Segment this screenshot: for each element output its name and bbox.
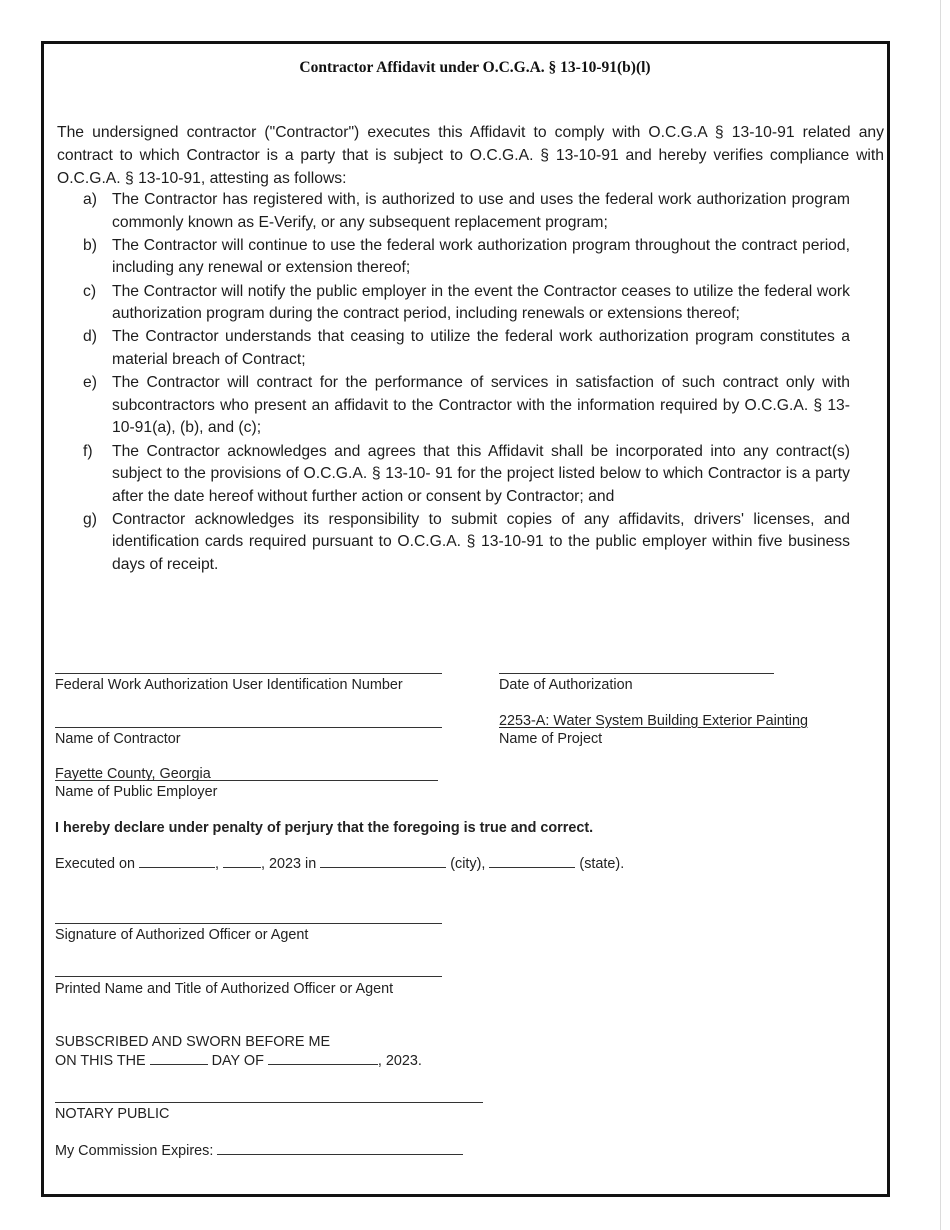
notary-signature-field[interactable] bbox=[55, 1102, 483, 1103]
executed-on-line: Executed on , , 2023 in (city), (state). bbox=[55, 856, 625, 872]
user-id-field[interactable] bbox=[55, 673, 442, 674]
list-item: a) The Contractor has registered with, is authorized to use and uses the federal work authorization program commonly known as E-Verify, or any subsequent replacement program; bbox=[83, 191, 850, 231]
contractor-name-label: Name of Contractor bbox=[55, 731, 181, 747]
printed-name-field[interactable] bbox=[55, 976, 442, 977]
notary-subscribed-text: SUBSCRIBED AND SWORN BEFORE ME bbox=[55, 1034, 331, 1050]
user-id-label: Federal Work Authorization User Identification Number bbox=[55, 677, 403, 693]
executed-city-blank[interactable] bbox=[320, 855, 446, 868]
list-item: g) Contractor acknowledges its responsibility to submit copies of any affidavits, drivers' licenses, and identification cards required pursuant to O.C.G.A. § 13-10-91 to the public employer within five business days of receipt. bbox=[83, 510, 850, 574]
document-title: Contractor Affidavit under O.C.G.A. § 13-10-91(b)(l) bbox=[299, 59, 651, 76]
commission-expires-blank[interactable] bbox=[217, 1142, 463, 1155]
date-authorization-label: Date of Authorization bbox=[499, 677, 633, 693]
item-marker: d) bbox=[83, 328, 97, 346]
printed-name-label: Printed Name and Title of Authorized Officer or Agent bbox=[55, 981, 394, 997]
item-marker: a) bbox=[83, 191, 97, 208]
project-name-label: Name of Project bbox=[499, 731, 603, 747]
notary-day-blank[interactable] bbox=[150, 1052, 208, 1065]
intro-paragraph: The undersigned contractor ("Contractor") executes this Affidavit to comply with O.C.G.A § 13-10-91 related any contract to which Contractor is a party that is subject to O.C.G.A. § 13-10-91 and hereby verifies compliance with O.C.G.A. § 13-10-91, attesting as follows: bbox=[57, 124, 884, 187]
list-item: d) The Contractor understands that ceasing to utilize the federal work authorization program constitutes a material breach of Contract; bbox=[83, 328, 850, 368]
item-marker: g) bbox=[83, 510, 97, 528]
perjury-declaration: I hereby declare under penalty of perjury that the foregoing is true and correct. bbox=[55, 820, 594, 836]
contractor-name-field[interactable] bbox=[55, 727, 442, 728]
executed-state-blank[interactable] bbox=[489, 855, 575, 868]
signature-field[interactable] bbox=[55, 923, 442, 924]
executed-day-blank[interactable] bbox=[223, 855, 261, 868]
item-marker: e) bbox=[83, 374, 97, 392]
item-marker: c) bbox=[83, 282, 97, 300]
list-item: e) The Contractor will contract for the performance of services in satisfaction of such contract only with subcontractors who present an affidavit to the Contractor with the information required by O.C.G.A. § 13-10-91(a), (b), and (c); bbox=[83, 374, 850, 437]
list-item: f) The Contractor acknowledges and agrees that this Affidavit shall be incorporated into any contract(s) subject to the provisions of O.C.G.A. § 13-10- 91 for the project listed below to which Contractor is a party after the date hereof without further action or consent by Contractor; and bbox=[83, 442, 850, 505]
notary-public-label: NOTARY PUBLIC bbox=[55, 1106, 170, 1122]
list-item: b) The Contractor will continue to use the federal work authorization program throughout the contract period, including any renewal or extension thereof; bbox=[83, 236, 850, 277]
public-employer-field[interactable] bbox=[55, 780, 438, 781]
page-edge-divider bbox=[940, 0, 941, 1230]
item-marker: f) bbox=[83, 442, 93, 460]
date-authorization-field[interactable] bbox=[499, 673, 774, 674]
list-item: c) The Contractor will notify the public employer in the event the Contractor ceases to utilize the federal work authorization program during the contract period, including renewals or extensions thereof; bbox=[83, 282, 850, 323]
signature-label: Signature of Authorized Officer or Agent bbox=[55, 927, 309, 943]
attestation-list bbox=[57, 189, 884, 577]
public-employer-label: Name of Public Employer bbox=[55, 784, 218, 800]
notary-date-line: ON THIS THE DAY OF , 2023. bbox=[55, 1053, 422, 1069]
item-marker: b) bbox=[83, 236, 97, 254]
project-name-value: 2253-A: Water System Building Exterior Painting bbox=[499, 713, 809, 729]
notary-month-blank[interactable] bbox=[268, 1052, 378, 1065]
commission-expires-line: My Commission Expires: bbox=[55, 1142, 463, 1159]
public-employer-value: Fayette County, Georgia bbox=[55, 766, 211, 782]
executed-month-blank[interactable] bbox=[139, 855, 215, 868]
